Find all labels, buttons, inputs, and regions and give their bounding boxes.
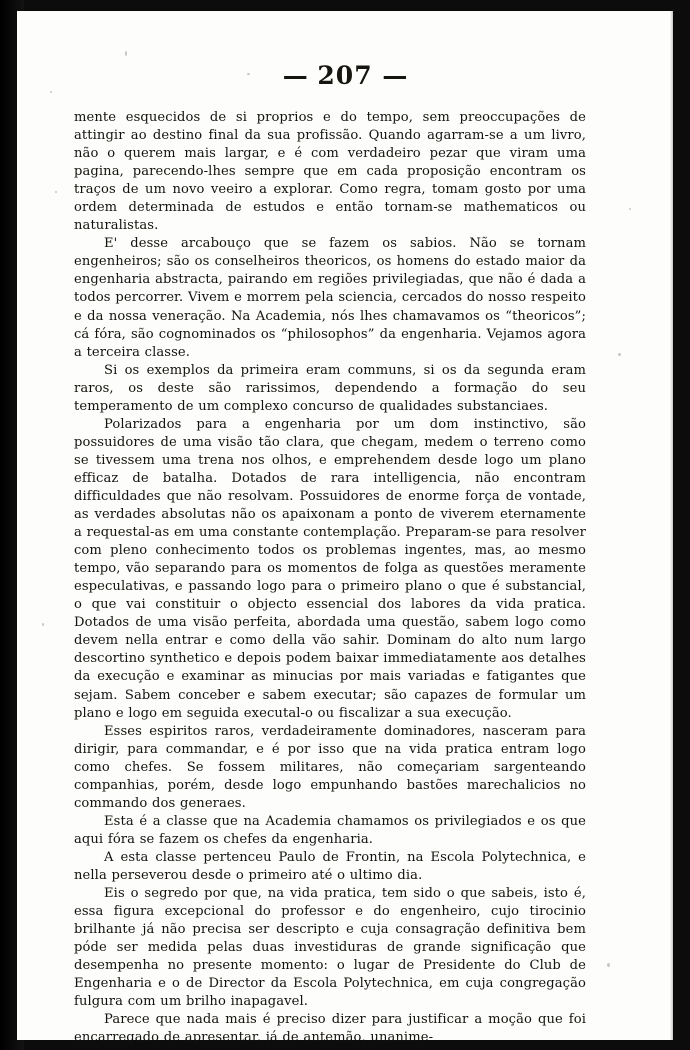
page-number-folio (17, 61, 673, 90)
paragraph: Esses espiritos raros, verdadeiramente dominadores, nasceram para dirigir, para commandar, e é por isso que na vida pratica entram logo como chefes. Se fossem militares, não começariam sargenteando companhias, porém, desde logo empunhando bastões marechalicios no commando dos generaes. (74, 723, 586, 811)
page-sheet (17, 11, 673, 1046)
folio-right-rule: — (382, 61, 408, 90)
paragraph: Parece que nada mais é preciso dizer para justificar a moção que foi encarregado de apresentar, já de antemão, unanime- (74, 1012, 586, 1046)
paragraph: mente esquecidos de si proprios e do tempo, sem preoccupações de attingir ao destino final da sua profissão. Quando agarram-se a um livro, não o querem mais largar, e é com verdadeiro pezar que viram uma pagina, parecendo-lhes sempre que em cada proposição encontram os traços de um novo veeiro a explorar. Como regra, tomam gosto por uma ordem determinada de estudos e então tornam-se mathematicos ou naturalistas. (74, 110, 586, 234)
paragraph: Si os exemplos da primeira eram communs, si os da segunda eram raros, os deste são rarissimos, dependendo a formação do seu temperamento de um complexo concurso de qualidades substanciaes. (74, 362, 586, 414)
paragraph: Eis o segredo por que, na vida pratica, tem sido o que sabeis, isto é, essa figura excepcional do professor e do engenheiro, cujo tirocinio brilhante já não precisa ser descripto e cuja consagração definitiva bem póde ser medida pelas duas investiduras de grande significação que desempenha no presente momento: o lugar de Presidente do Club de Engenharia e o de Director da Escola Polytechnica, em cuja congregação fulgura com um brilho inapagavel. (74, 886, 586, 1010)
paragraph: A esta classe pertenceu Paulo de Frontin, na Escola Polytechnica, e nella perseverou desde o primeiro até o ultimo dia. (74, 849, 586, 883)
paragraph: Polarizados para a engenharia por um dom instinctivo, são possuidores de uma visão tão clara, que chegam, medem o terreno como se tivessem uma trena nos olhos, e emprehendem desde logo um plano efficaz de batalha. Dotados de rara intelligencia, não encontram difficuldades que não resolvam. Possuidores de enorme força de vontade, as verdades absolutas não os apaixonam a ponto de viverem eternamente a requestal-as em uma constante contemplação. Preparam-se para resolver com pleno conhecimento todos os problemas ingentes, mas, ao mesmo tempo, vão separando para os momentos de folga as questões meramente especulativas, e passando logo para o primeiro plano o que é substancial, o que vai constituir o objecto essencial dos labores da vida pratica. Dotados de uma visão perfeita, abordada uma questão, sabem logo como devem nella entrar e como della vão sahir. Dominam do alto num largo descortino synthetico e depois podem baixar immediatamente aos detalhes da execução e examinar as minucias por mais variadas e fatigantes que sejam. Sabem conceber e sabem executar; são capazes de formular um plano e logo em seguida executal-o ou fiscalizar a sua execução. (74, 416, 586, 721)
paragraph: E' desse arcabouço que se fazem os sabios. Não se tornam engenheiros; são os conselheiros theoricos, os homens do estado maior da engenharia abstracta, pairando em regiões privilegiadas, que não é dada a todos percorrer. Vivem e morrem pela sciencia, cercados do nosso respeito e da nossa veneração. Na Academia, nós lhes chamavamos os “theoricos”; cá fóra, são cognominados os “philosophos” da engenharia. Vejamos agora a terceira classe. (74, 236, 586, 360)
paragraph: Esta é a classe que na Academia chamamos os privilegiados e os que aqui fóra se fazem os chefes da engenharia. (74, 813, 586, 847)
folio-number: 207 (317, 61, 373, 90)
folio-left-rule: — (282, 61, 308, 90)
body-text-block (74, 109, 586, 1047)
page-content-area (17, 11, 673, 1046)
